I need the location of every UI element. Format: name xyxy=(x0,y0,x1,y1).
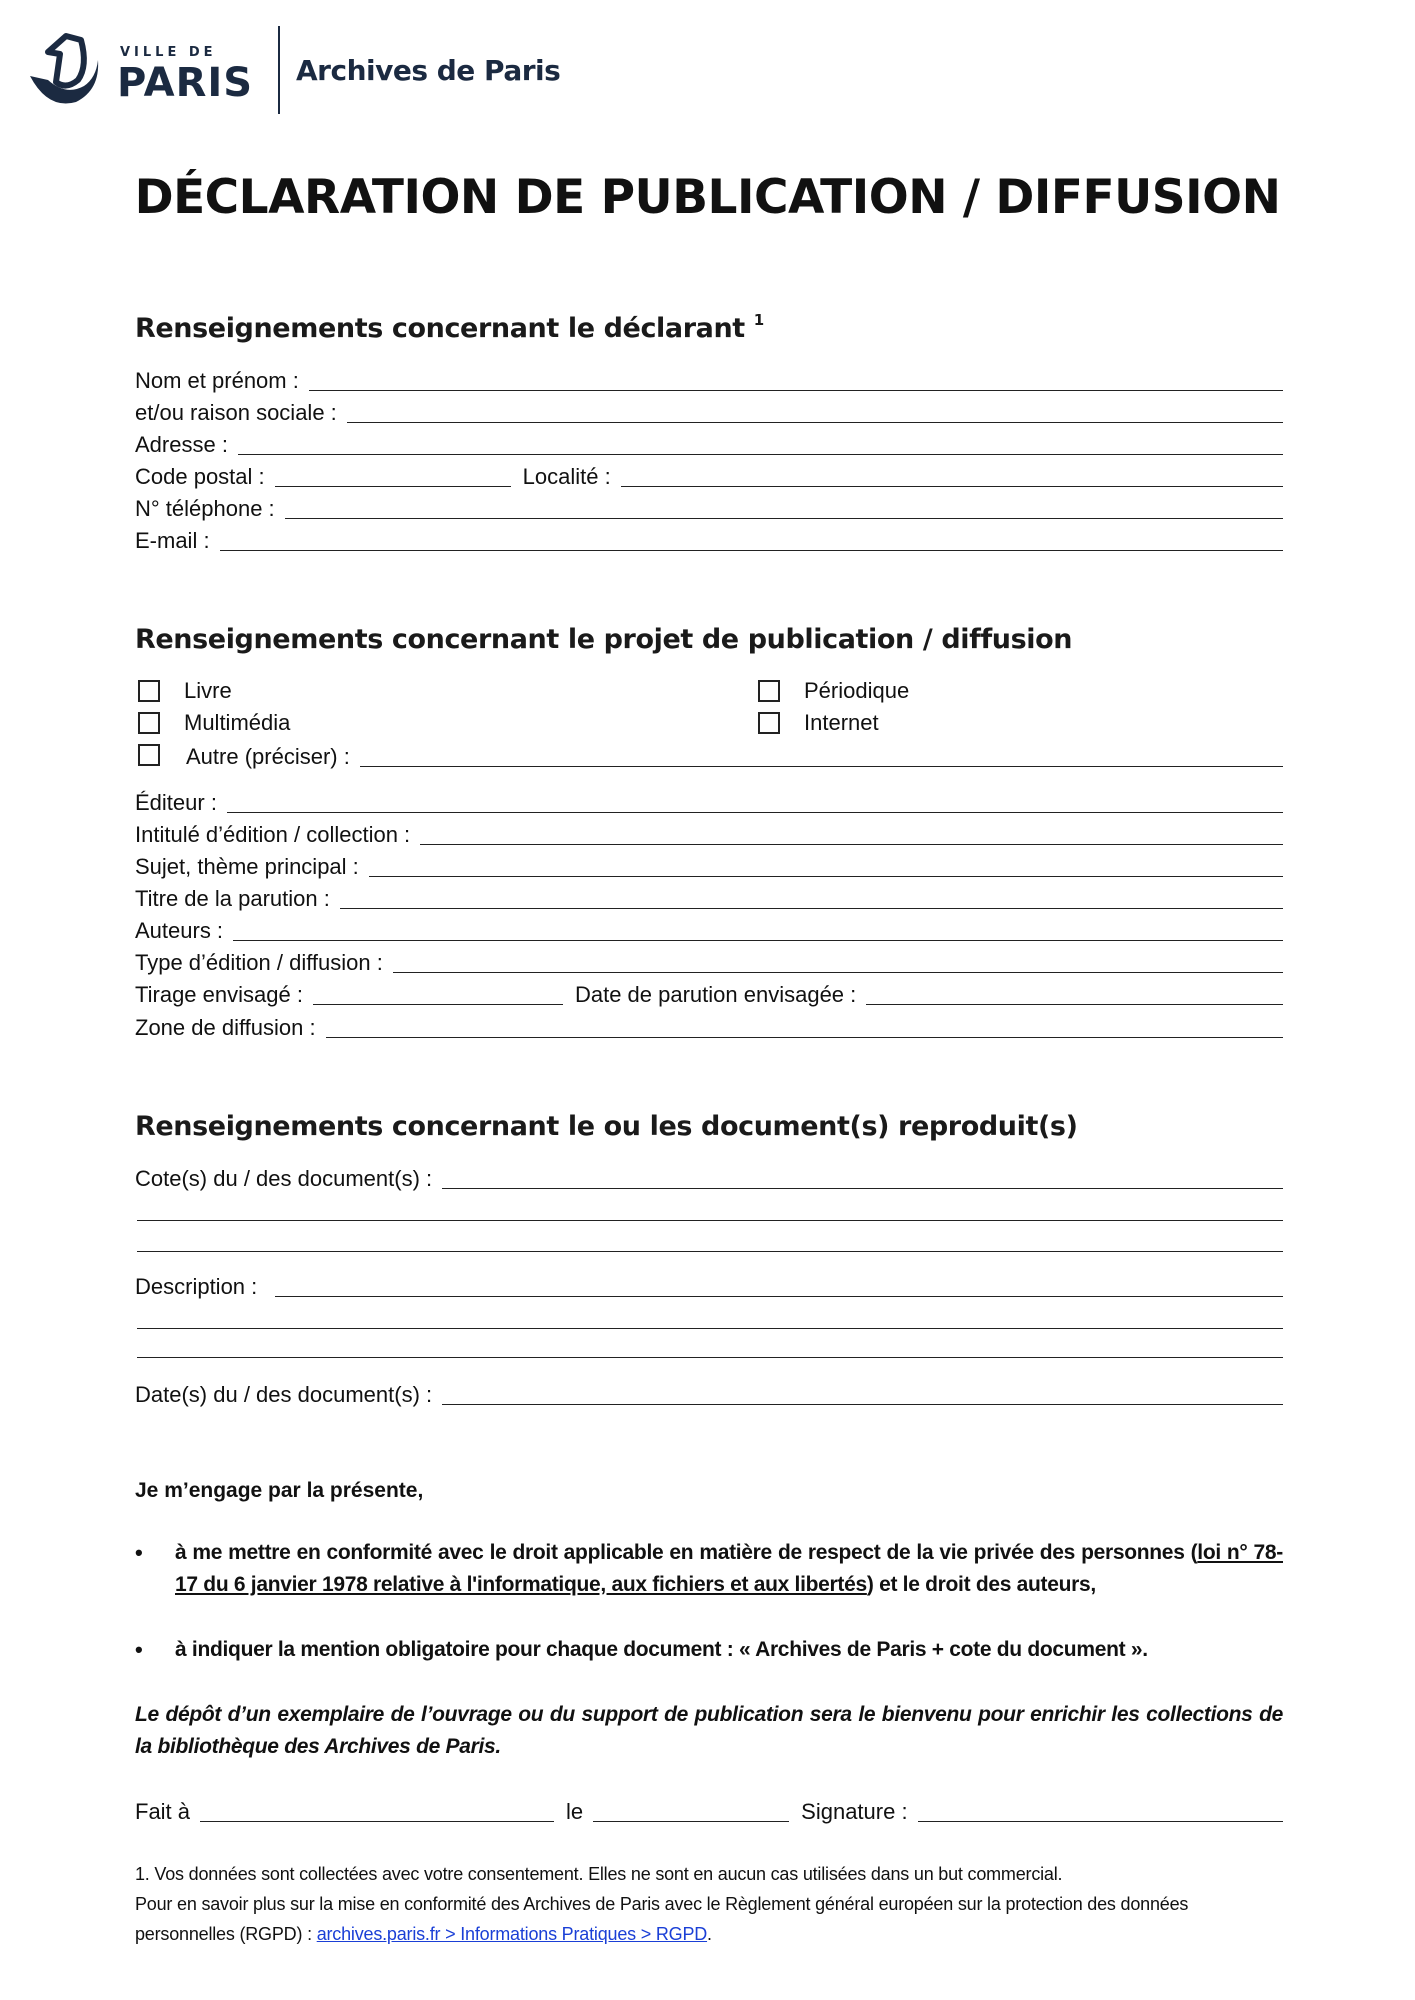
other-checkbox[interactable] xyxy=(138,744,160,766)
label: Fait à xyxy=(135,1799,191,1824)
label: Type d’édition / diffusion : xyxy=(135,950,383,975)
label: et/ou raison sociale : xyxy=(135,400,337,425)
checkbox-internet-row xyxy=(758,710,879,736)
law-reference: loi n° 78-17 du 6 janvier 1978 relative à l'informatique, aux fichiers et aux libertés xyxy=(175,1541,1283,1596)
label: Sujet, thème principal : xyxy=(135,854,359,879)
bullet-text xyxy=(175,1537,1283,1601)
header-divider xyxy=(278,26,280,114)
footnote-mark: 1 xyxy=(753,311,764,329)
label: Nom et prénom : xyxy=(135,368,299,393)
multimedia-checkbox[interactable] xyxy=(138,712,160,734)
label: Internet xyxy=(804,710,879,735)
label: Date(s) du / des document(s) : xyxy=(135,1382,433,1407)
description-input-line-3[interactable] xyxy=(137,1357,1283,1358)
field-address xyxy=(135,428,1283,458)
ville-de-paris-logo xyxy=(26,30,266,114)
label: Adresse : xyxy=(135,432,228,457)
field-references xyxy=(135,1162,1283,1192)
bullet-icon: • xyxy=(135,1637,143,1662)
field-collection xyxy=(135,818,1283,848)
section-project-heading: Renseignements concernant le projet de publication / diffusion xyxy=(135,624,1073,655)
description-input[interactable] xyxy=(275,1272,1283,1297)
label: Titre de la parution : xyxy=(135,886,330,911)
label: Cote(s) du / des document(s) : xyxy=(135,1166,433,1191)
page-title: DÉCLARATION DE PUBLICATION / DIFFUSION xyxy=(134,170,1281,225)
field-type xyxy=(135,946,1283,976)
label: Livre xyxy=(184,678,232,703)
subject-input[interactable] xyxy=(369,852,1283,877)
field-authors xyxy=(135,914,1283,944)
field-title xyxy=(135,882,1283,912)
zone-input[interactable] xyxy=(326,1013,1283,1038)
field-email xyxy=(135,524,1283,554)
field-print-run-date xyxy=(135,978,1283,1008)
label: Zone de diffusion : xyxy=(135,1015,316,1040)
signature-input[interactable] xyxy=(918,1797,1283,1822)
label: Tirage envisagé : xyxy=(135,982,303,1007)
postal-code-input[interactable] xyxy=(275,462,511,487)
title-input[interactable] xyxy=(340,884,1283,909)
references-input-line-3[interactable] xyxy=(137,1251,1283,1252)
address-input[interactable] xyxy=(238,430,1283,455)
text: . xyxy=(707,1924,712,1944)
label: Autre (préciser) : xyxy=(186,744,350,769)
svg-text:VILLE DE: VILLE DE xyxy=(120,45,217,60)
dates-input[interactable] xyxy=(442,1380,1283,1405)
field-dates xyxy=(135,1378,1283,1408)
date-input[interactable] xyxy=(593,1797,789,1822)
checkbox-periodical-row xyxy=(758,678,909,704)
book-checkbox[interactable] xyxy=(138,680,160,702)
field-postal-city xyxy=(135,460,1283,490)
email-input[interactable] xyxy=(220,526,1283,551)
label: Auteurs : xyxy=(135,918,224,943)
other-input[interactable] xyxy=(360,742,1283,767)
type-input[interactable] xyxy=(393,948,1283,973)
field-zone xyxy=(135,1011,1283,1041)
section-declarant-heading xyxy=(135,313,764,344)
deposit-note: Le dépôt d’un exemplaire de l’ouvrage ou du support de publication sera le bienvenu pour enrichir les collections de la bibliothèque des Archives de Paris. xyxy=(135,1703,1283,1758)
text: à me mettre en conformité avec le droit applicable en matière de respect de la vie privée des personnes ( xyxy=(175,1541,1198,1564)
release-date-input[interactable] xyxy=(866,980,1283,1005)
place-input[interactable] xyxy=(200,1797,554,1822)
commitment-bullet-2 xyxy=(135,1634,1283,1666)
signature-row xyxy=(135,1795,1283,1825)
field-subject xyxy=(135,850,1283,880)
label: Signature : xyxy=(801,1799,908,1824)
label: Code postal : xyxy=(135,464,265,489)
footnote-line-2 xyxy=(135,1889,1285,1949)
internet-checkbox[interactable] xyxy=(758,712,780,734)
section-documents-heading: Renseignements concernant le ou les document(s) reproduit(s) xyxy=(135,1111,1078,1142)
label: Description : xyxy=(135,1274,258,1299)
svg-text:PARIS: PARIS xyxy=(117,60,254,106)
checkbox-book-row xyxy=(138,678,232,704)
company-input[interactable] xyxy=(347,398,1283,423)
label: Périodique xyxy=(804,678,910,703)
footnote xyxy=(135,1859,1285,1949)
references-input-line-2[interactable] xyxy=(137,1220,1283,1221)
label: Intitulé d’édition / collection : xyxy=(135,822,411,847)
heading-text: Renseignements concernant le déclarant xyxy=(135,313,745,344)
text: Pour en savoir plus sur la mise en conformité des Archives de Paris avec le Règlement général européen sur la protection des données personnelles (RGPD) : xyxy=(135,1894,1189,1944)
description-input-line-2[interactable] xyxy=(137,1328,1283,1329)
label: N° téléphone : xyxy=(135,496,275,521)
org-name: Archives de Paris xyxy=(296,54,561,87)
bullet-icon: • xyxy=(135,1540,143,1565)
city-input[interactable] xyxy=(621,462,1283,487)
field-publisher xyxy=(135,786,1283,816)
field-company xyxy=(135,396,1283,426)
commitment-bullet-1 xyxy=(135,1537,1283,1601)
periodical-checkbox[interactable] xyxy=(758,680,780,702)
rgpd-link[interactable]: archives.paris.fr > Informations Pratiques > RGPD xyxy=(316,1924,708,1944)
checkbox-multimedia-row xyxy=(138,710,290,736)
field-phone xyxy=(135,492,1283,522)
publisher-input[interactable] xyxy=(227,788,1283,813)
label: Localité : xyxy=(522,464,611,489)
label: Date de parution envisagée : xyxy=(574,982,857,1007)
commitment-intro: Je m’engage par la présente, xyxy=(135,1479,424,1502)
label: le xyxy=(566,1799,584,1824)
label: Multimédia xyxy=(184,710,291,735)
label: E-mail : xyxy=(135,528,210,553)
footnote-line-1: 1. Vos données sont collectées avec votre consentement. Elles ne sont en aucun cas utilisées dans un but commercial. xyxy=(135,1864,1063,1884)
text: ) et le droit des auteurs, xyxy=(866,1573,1096,1596)
name-input[interactable] xyxy=(309,366,1283,391)
label: Éditeur : xyxy=(135,790,217,815)
authors-input[interactable] xyxy=(233,916,1283,941)
field-name xyxy=(135,364,1283,394)
checkbox-other-row xyxy=(138,740,1283,770)
phone-input[interactable] xyxy=(285,494,1283,519)
collection-input[interactable] xyxy=(420,820,1283,845)
field-description xyxy=(135,1270,1283,1300)
bullet-text: à indiquer la mention obligatoire pour chaque document : « Archives de Paris + cote du document ». xyxy=(175,1638,1148,1661)
print-run-input[interactable] xyxy=(313,980,563,1005)
references-input[interactable] xyxy=(442,1164,1283,1189)
